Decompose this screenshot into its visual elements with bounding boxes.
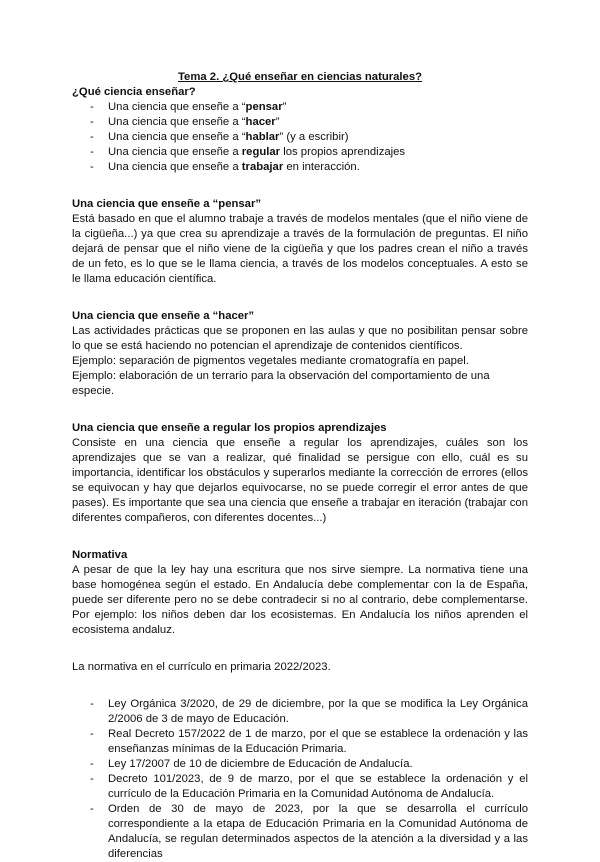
list-item: - Una ciencia que enseñe a “hacer”: [72, 115, 528, 130]
section-heading-hacer: Una ciencia que enseñe a “hacer”: [72, 310, 255, 322]
document-page: [72, 70, 528, 862]
list-item: - Ley Orgánica 3/2020, de 29 de diciembre, por la que se modifica la Ley Orgánica 2/2006 de 3 de mayo de Educación.: [72, 697, 528, 727]
curriculo-intro: La normativa en el currículo en primaria 2022/2023.: [72, 661, 331, 673]
list-item: - Orden de 30 de mayo de 2023, por la que se desarrolla el currículo correspondiente a la etapa de Educación Primaria en la Comunidad Autónoma de Andalucía, se regulan determinados aspectos de la atención a la diversidad y a las diferencias: [72, 802, 528, 862]
section-text-hacer: Las actividades prácticas que se proponen en las aulas y que no posibilitan pensar sobre lo que se está haciendo no potencian el aprendizaje de contenidos científicos.: [72, 325, 528, 352]
section-text-normativa: A pesar de que la ley hay una escritura que nos sirve siempre. La normativa tiene una base homogénea según el estado. En Andalucía debe complementar con la de España, puede ser diferente pero no se debe contradecir si no al contrario, debe complementarse. Por ejemplo: los niños deben dar los ecosistemas. En Andalucía los niños aprenden el ecosistema andaluz.: [72, 564, 528, 636]
list-item: - Una ciencia que enseñe a “pensar”: [72, 100, 528, 115]
example-text: Ejemplo: elaboración de un terrario para la observación del comportamiento de una especie.: [72, 370, 490, 397]
list-item: - Real Decreto 157/2022 de 1 de marzo, por el que se establece la ordenación y las enseñanzas mínimas de la Educación Primaria.: [72, 727, 528, 757]
document-title: Tema 2. ¿Qué enseñar en ciencias naturales?: [177, 71, 423, 83]
laws-list: [72, 697, 528, 862]
section-text-pensar: Está basado en que el alumno trabaje a través de modelos mentales (que el niño viene de la cigüeña...) ya que crea su aprendizaje a través de la formulación de preguntas. El niño dejará de pensar que el niño viene de la cigüeña y que los padres crean el niño a través de un feto, es lo que se le llama ciencia, a través de los modelos conceptuales. A esto se le llama educación científica.: [72, 213, 528, 285]
intro-list: [72, 100, 528, 175]
list-item: - Una ciencia que enseñe a regular los propios aprendizajes: [72, 145, 528, 160]
section-heading-pensar: Una ciencia que enseñe a “pensar”: [72, 198, 261, 210]
example-text: Ejemplo: separación de pigmentos vegetales mediante cromatografía en papel.: [72, 355, 469, 367]
list-item: - Una ciencia que enseñe a “hablar” (y a escribir): [72, 130, 528, 145]
list-item: - Una ciencia que enseñe a trabajar en interacción.: [72, 160, 528, 175]
section-heading-normativa: Normativa: [72, 549, 128, 561]
intro-heading: ¿Qué ciencia enseñar?: [72, 86, 196, 98]
section-heading-regular: Una ciencia que enseñe a regular los propios aprendizajes: [72, 422, 387, 434]
list-item: - Decreto 101/2023, de 9 de marzo, por el que se establece la ordenación y el currículo de la Educación Primaria en la Comunidad Autónoma de Andalucía.: [72, 772, 528, 802]
list-item: - Ley 17/2007 de 10 de diciembre de Educación de Andalucía.: [72, 757, 528, 772]
section-text-regular: Consiste en una ciencia que enseñe a regular los aprendizajes, cuáles son los aprendizajes que se van a realizar, qué finalidad se persigue con ello, cuál es su importancia, identificar los obstáculos y superarlos mediante la corrección de errores (ellos se equivocan y hay que dejarlos equivocarse, no se puede corregir el error antes de que pases). Es importante que sea una ciencia que enseñe a trabajar en iteración (trabajar con diferentes compañeros, con diferentes docentes...): [72, 437, 528, 524]
